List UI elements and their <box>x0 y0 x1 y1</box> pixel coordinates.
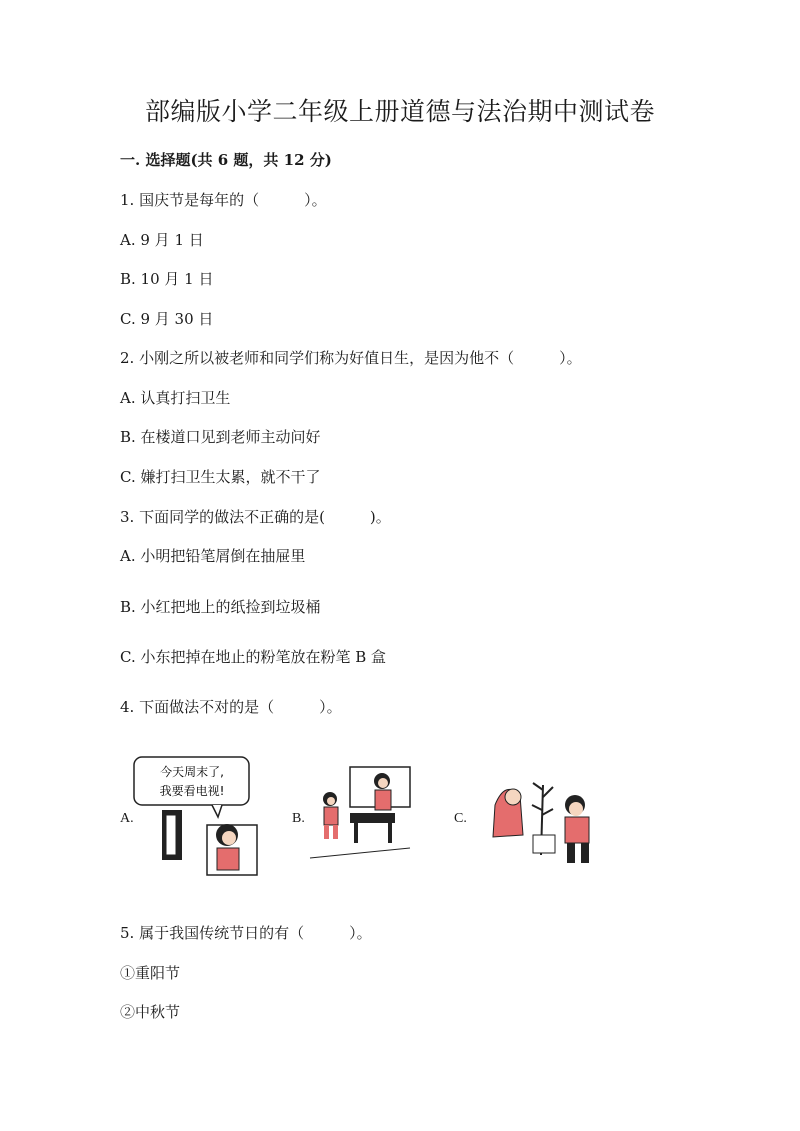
question-stem: 3. 下面同学的做法不正确的是( )。 <box>120 508 391 526</box>
question-stem: 4. 下面做法不对的是（ ）。 <box>120 698 342 716</box>
option: ②中秋节 <box>120 1003 181 1021</box>
cleaning-illustration <box>310 763 430 873</box>
option: ①重阳节 <box>120 964 181 982</box>
question-stem: 1. 国庆节是每年的（ ）。 <box>120 191 327 209</box>
section-heading: 一. 选择题(共 6 题，共 12 分) <box>120 151 332 169</box>
question-stem: 2. 小刚之所以被老师和同学们称为好值日生，是因为他不（ ）。 <box>120 349 582 367</box>
option: A. 9 月 1 日 <box>120 231 204 249</box>
question-4-figures <box>120 755 620 885</box>
figure-label-a: A. <box>120 811 134 826</box>
option: C. 9 月 30 日 <box>120 310 214 328</box>
figure-label-b: B. <box>292 811 305 826</box>
speech-bubble-line-1: 今天周末了, <box>160 765 224 779</box>
question-stem: 5. 属于我国传统节日的有（ ）。 <box>120 924 372 942</box>
option: A. 认真打扫卫生 <box>120 389 231 407</box>
option: C. 小东把掉在地止的粉笔放在粉笔 B 盒 <box>120 648 387 666</box>
tv-watching-illustration <box>132 755 262 880</box>
option: A. 小明把铅笔屑倒在抽屉里 <box>120 547 306 565</box>
figure-label-c: C. <box>454 811 467 826</box>
tree-planting-illustration <box>485 765 615 880</box>
speech-bubble-line-2: 我要看电视! <box>159 784 225 798</box>
option: B. 10 月 1 日 <box>120 270 214 288</box>
option: B. 小红把地上的纸捡到垃圾桶 <box>120 598 321 616</box>
page-title: 部编版小学二年级上册道德与法治期中测试卷 <box>144 97 655 126</box>
option: B. 在楼道口见到老师主动问好 <box>120 428 321 446</box>
option: C. 嫌打扫卫生太累，就不干了 <box>120 468 321 486</box>
